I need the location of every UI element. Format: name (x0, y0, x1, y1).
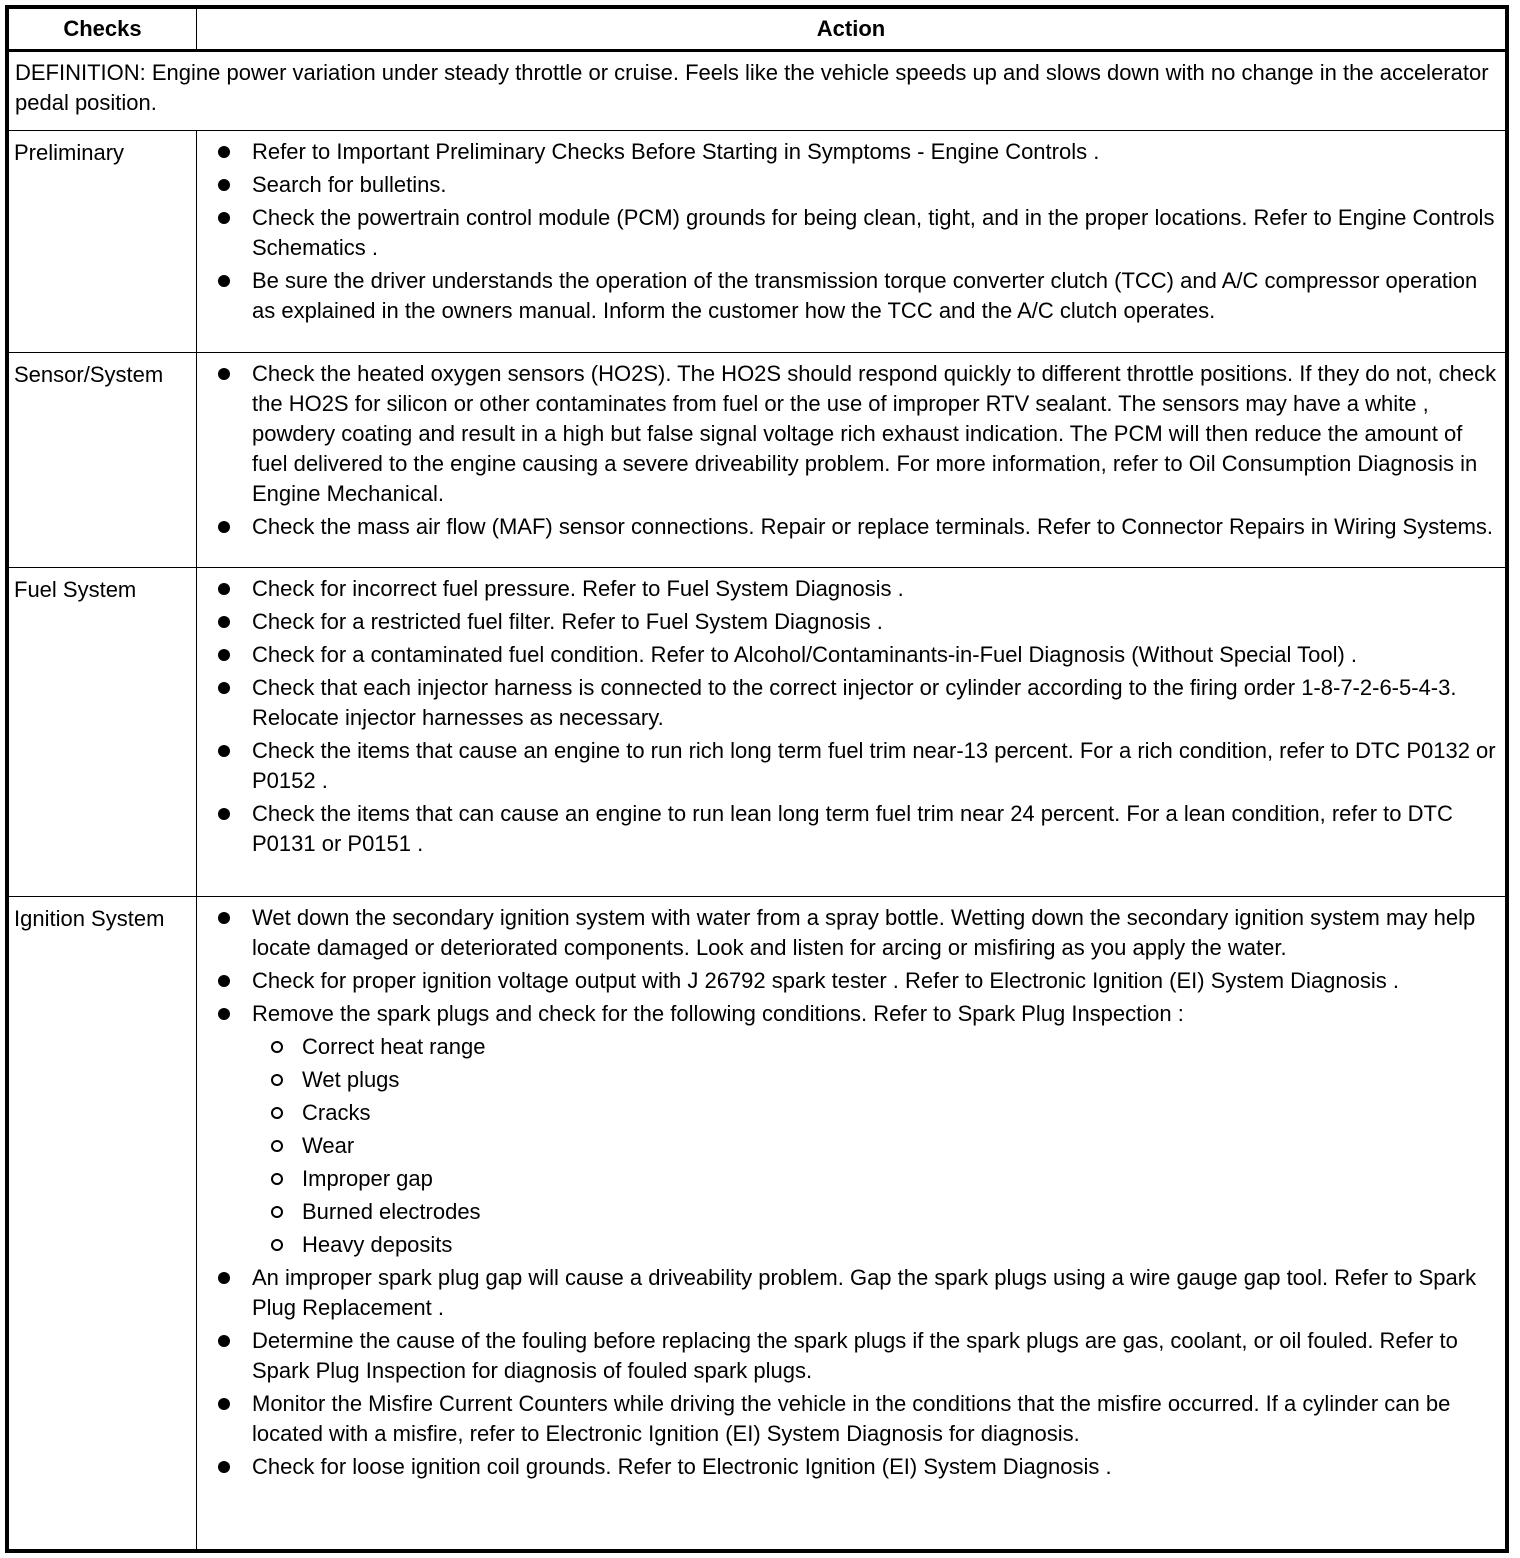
circle-bullet-icon (271, 1140, 283, 1152)
action-header: Action (197, 9, 1506, 51)
subitem-text: Wet plugs (302, 1066, 400, 1092)
item-text: Check for proper ignition voltage output with J 26792 spark tester . Refer to Electronic Ignition (EI) System Diagnosis . (252, 967, 1399, 993)
spark-plug-conditions-list (252, 1032, 1497, 1260)
item-text: Check the heated oxygen sensors (HO2S). The HO2S should respond quickly to different throttle positions. If they do not, check the HO2S for silicon or other contaminates from fuel or the use of improper RTV sealant. The sensors may have a white , powdery coating and result in a high but false signal voltage rich exhaust indication. The PCM will then reduce the amount of fuel delivered to the engine causing a severe driveability problem. For more information, refer to Oil Consumption Diagnosis in Engine Mechanical. (252, 360, 1497, 506)
symptom-table (8, 8, 1506, 1550)
subitem-text: Burned electrodes (302, 1198, 481, 1224)
list-item (217, 170, 1497, 200)
subitem-text: Improper gap (302, 1165, 433, 1191)
list-item (217, 203, 1497, 263)
subitem-text: Heavy deposits (302, 1231, 453, 1257)
item-text: Monitor the Misfire Current Counters while driving the vehicle in the conditions that the misfire occurred. If a cylinder can be located with a misfire, refer to Electronic Ignition (EI) System Diagnosis for diagnosis. (252, 1390, 1451, 1446)
item-text: Check the powertrain control module (PCM) grounds for being clean, tight, and in the proper locations. Refer to Engine Controls Schematics . (252, 204, 1495, 260)
sub-list-item (252, 1197, 1497, 1227)
bullet-icon (218, 146, 230, 158)
sub-list-item (252, 1032, 1497, 1062)
row-actions-preliminary (197, 130, 1506, 352)
checks-header: Checks (9, 9, 197, 51)
item-text: Check for incorrect fuel pressure. Refer to Fuel System Diagnosis . (252, 576, 904, 602)
circle-bullet-icon (271, 1239, 283, 1251)
item-text: Check the items that can cause an engine to run lean long term fuel trim near 24 percent. For a lean condition, refer to DTC P0131 or P0151 . (252, 801, 1453, 857)
list-item (217, 673, 1497, 733)
bullet-icon (218, 1008, 230, 1020)
list-item (217, 607, 1497, 637)
list-item (217, 1452, 1497, 1482)
row-label-sensor-system: Sensor/System (9, 352, 197, 568)
circle-bullet-icon (271, 1107, 283, 1119)
item-text: Determine the cause of the fouling before replacing the spark plugs if the spark plugs are gas, coolant, or oil fouled. Refer to Spark Plug Inspection for diagnosis of fouled spark plugs. (252, 1327, 1458, 1383)
bullet-icon (218, 179, 230, 191)
list-item (217, 266, 1497, 326)
definition-text: DEFINITION: Engine power variation under steady throttle or cruise. Feels like the vehicle speeds up and slows down with no change in the accelerator pedal position. (9, 51, 1506, 131)
list-item (217, 640, 1497, 670)
bullet-icon (218, 1461, 230, 1473)
bullet-icon (218, 212, 230, 224)
bullet-icon (218, 521, 230, 533)
bullet-icon (218, 368, 230, 380)
bullet-icon (218, 275, 230, 287)
list-item (217, 1389, 1497, 1449)
circle-bullet-icon (271, 1074, 283, 1086)
table-header-row (9, 9, 1506, 51)
list-item (217, 137, 1497, 167)
list-item (217, 966, 1497, 996)
table-row-fuel-system (9, 568, 1506, 896)
bullet-icon (218, 975, 230, 987)
item-text: Be sure the driver understands the operation of the transmission torque converter clutch (TCC) and A/C compressor operation as explained in the owners manual. Inform the customer how the TCC and the A/C clutch operates. (252, 267, 1478, 323)
item-text: Check the mass air flow (MAF) sensor connections. Repair or replace terminals. Refer to Connector Repairs in Wiring Systems. (252, 513, 1494, 539)
bullet-icon (218, 616, 230, 628)
table-row-sensor-system (9, 352, 1506, 568)
sub-list-item (252, 1065, 1497, 1095)
circle-bullet-icon (271, 1206, 283, 1218)
subitem-text: Cracks (302, 1099, 371, 1125)
row-actions-fuel-system (197, 568, 1506, 896)
bullet-icon (218, 1272, 230, 1284)
list-item (217, 799, 1497, 859)
item-text: An improper spark plug gap will cause a driveability problem. Gap the spark plugs using a wire gauge gap tool. Refer to Spark Plug Replacement . (252, 1264, 1477, 1320)
sub-list-item (252, 1098, 1497, 1128)
subitem-text: Wear (302, 1132, 355, 1158)
row-label-preliminary: Preliminary (9, 130, 197, 352)
item-text: Remove the spark plugs and check for the following conditions. Refer to Spark Plug Inspection : (252, 1000, 1184, 1026)
item-text: Check for loose ignition coil grounds. Refer to Electronic Ignition (EI) System Diagnosis . (252, 1453, 1112, 1479)
list-item (217, 736, 1497, 796)
table-row-preliminary (9, 130, 1506, 352)
bullet-icon (218, 682, 230, 694)
item-text: Check the items that cause an engine to run rich long term fuel trim near-13 percent. For a rich condition, refer to DTC P0132 or P0152 . (252, 738, 1496, 794)
bullet-icon (218, 1335, 230, 1347)
bullet-icon (218, 745, 230, 757)
list-item (217, 359, 1497, 509)
bullet-icon (218, 912, 230, 924)
sub-list-item (252, 1131, 1497, 1161)
diagnosis-table-page (5, 5, 1509, 1553)
row-actions-sensor-system (197, 352, 1506, 568)
item-text: Check for a contaminated fuel condition. Refer to Alcohol/Contaminants-in-Fuel Diagnosis (Without Special Tool) . (252, 642, 1358, 668)
sub-list-item (252, 1230, 1497, 1260)
list-item (217, 903, 1497, 963)
list-item (217, 1326, 1497, 1386)
row-actions-ignition-system (197, 896, 1506, 1549)
list-item (217, 512, 1497, 542)
item-text: Check for a restricted fuel filter. Refer to Fuel System Diagnosis . (252, 609, 883, 635)
list-item (217, 999, 1497, 1260)
circle-bullet-icon (271, 1173, 283, 1185)
item-text: Search for bulletins. (252, 171, 447, 197)
bullet-icon (218, 583, 230, 595)
list-item (217, 574, 1497, 604)
sub-list-item (252, 1164, 1497, 1194)
item-text: Refer to Important Preliminary Checks Before Starting in Symptoms - Engine Controls . (252, 138, 1100, 164)
row-label-ignition-system: Ignition System (9, 896, 197, 1549)
definition-row (9, 51, 1506, 131)
bullet-icon (218, 1398, 230, 1410)
table-row-ignition-system (9, 896, 1506, 1549)
row-label-fuel-system: Fuel System (9, 568, 197, 896)
list-item (217, 1263, 1497, 1323)
subitem-text: Correct heat range (302, 1033, 486, 1059)
bullet-icon (218, 649, 230, 661)
item-text: Wet down the secondary ignition system with water from a spray bottle. Wetting down the secondary ignition system may help locate damaged or deteriorated components. Look and listen for arcing or misfiring as you apply the water. (252, 904, 1476, 960)
item-text: Check that each injector harness is connected to the correct injector or cylinder according to the firing order 1-8-7-2-6-5-4-3. Relocate injector harnesses as necessary. (252, 675, 1457, 731)
circle-bullet-icon (271, 1041, 283, 1053)
bullet-icon (218, 808, 230, 820)
